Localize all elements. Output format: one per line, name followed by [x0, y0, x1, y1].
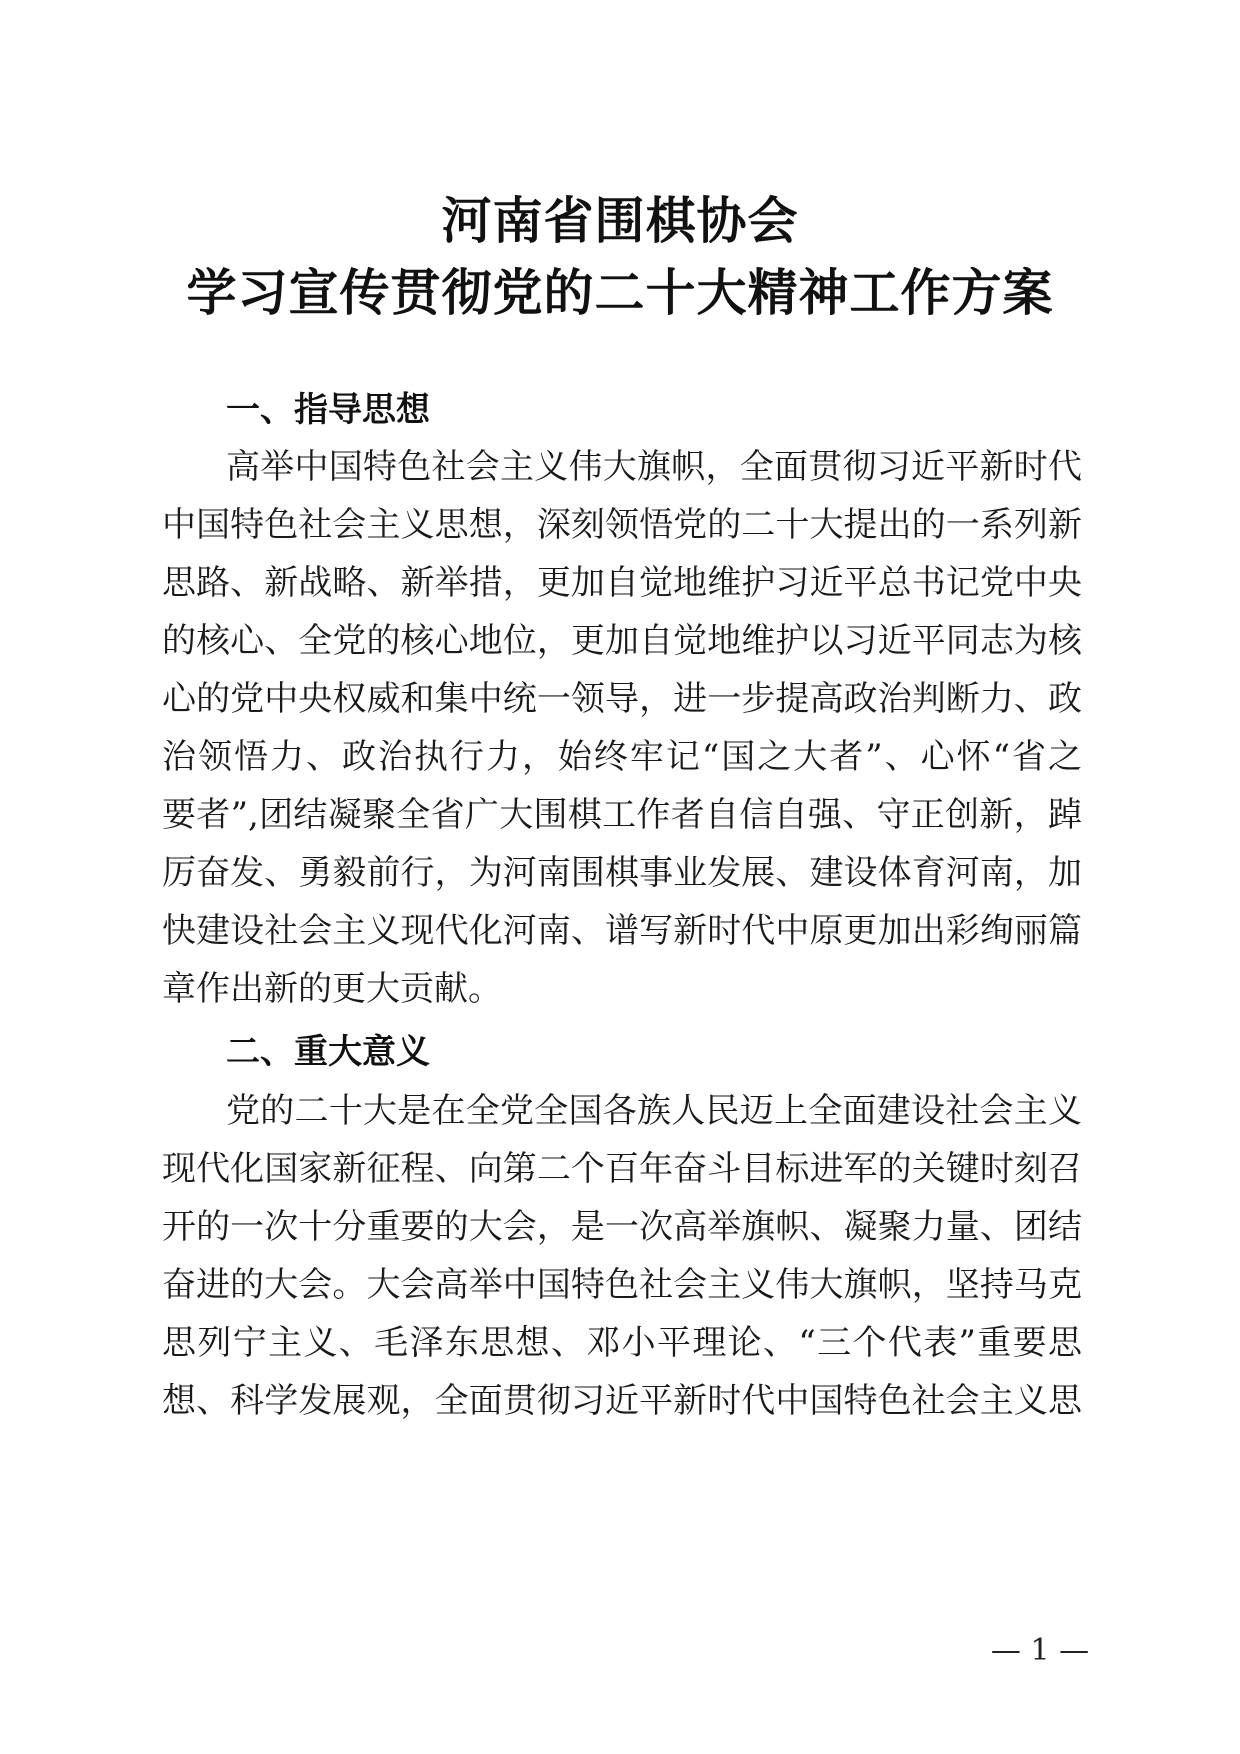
paragraph-line: 治领悟力、政治执行力，始终牢记“国之大者”、心怀“省之: [162, 737, 1082, 777]
paragraph-line: 思路、新战略、新举措，更加自觉地维护习近平总书记党中央: [162, 563, 1082, 603]
paragraph-line: 章作出新的更大贡献。: [162, 969, 502, 1009]
paragraph-line: 的核心、全党的核心地位，更加自觉地维护以习近平同志为核: [162, 621, 1082, 661]
section-heading-guiding-ideology: 一、指导思想: [226, 390, 430, 430]
paragraph-line: 厉奋发、勇毅前行，为河南围棋事业发展、建设体育河南，加: [162, 853, 1082, 893]
paragraph-line: 中国特色社会主义思想，深刻领悟党的二十大提出的一系列新: [162, 505, 1082, 545]
document-title-line-1: 河南省围棋协会: [441, 191, 799, 250]
paragraph-line: 奋进的大会。大会高举中国特色社会主义伟大旗帜，坚持马克: [162, 1265, 1082, 1305]
paragraph-line: 现代化国家新征程、向第二个百年奋斗目标进军的关键时刻召: [162, 1149, 1082, 1189]
paragraph-line: 党的二十大是在全党全国各族人民迈上全面建设社会主义: [226, 1091, 1082, 1131]
paragraph-line: 心的党中央权威和集中统一领导，进一步提高政治判断力、政: [162, 679, 1082, 719]
paragraph-line: 快建设社会主义现代化河南、谱写新时代中原更加出彩绚丽篇: [162, 911, 1082, 951]
paragraph-line: 想、科学发展观，全面贯彻习近平新时代中国特色社会主义思: [162, 1381, 1082, 1421]
document-title-line-2: 学习宣传贯彻党的二十大精神工作方案: [186, 263, 1054, 322]
paragraph-line: 思列宁主义、毛泽东思想、邓小平理论、“三个代表”重要思: [162, 1323, 1082, 1363]
section-heading-significance: 二、重大意义: [226, 1032, 430, 1072]
page-number: — 1 —: [990, 1633, 1090, 1668]
paragraph-line: 高举中国特色社会主义伟大旗帜，全面贯彻习近平新时代: [226, 447, 1082, 487]
paragraph-line: 开的一次十分重要的大会，是一次高举旗帜、凝聚力量、团结: [162, 1207, 1082, 1247]
paragraph-line: 要者”,团结凝聚全省广大围棋工作者自信自强、守正创新，踔: [162, 795, 1082, 835]
